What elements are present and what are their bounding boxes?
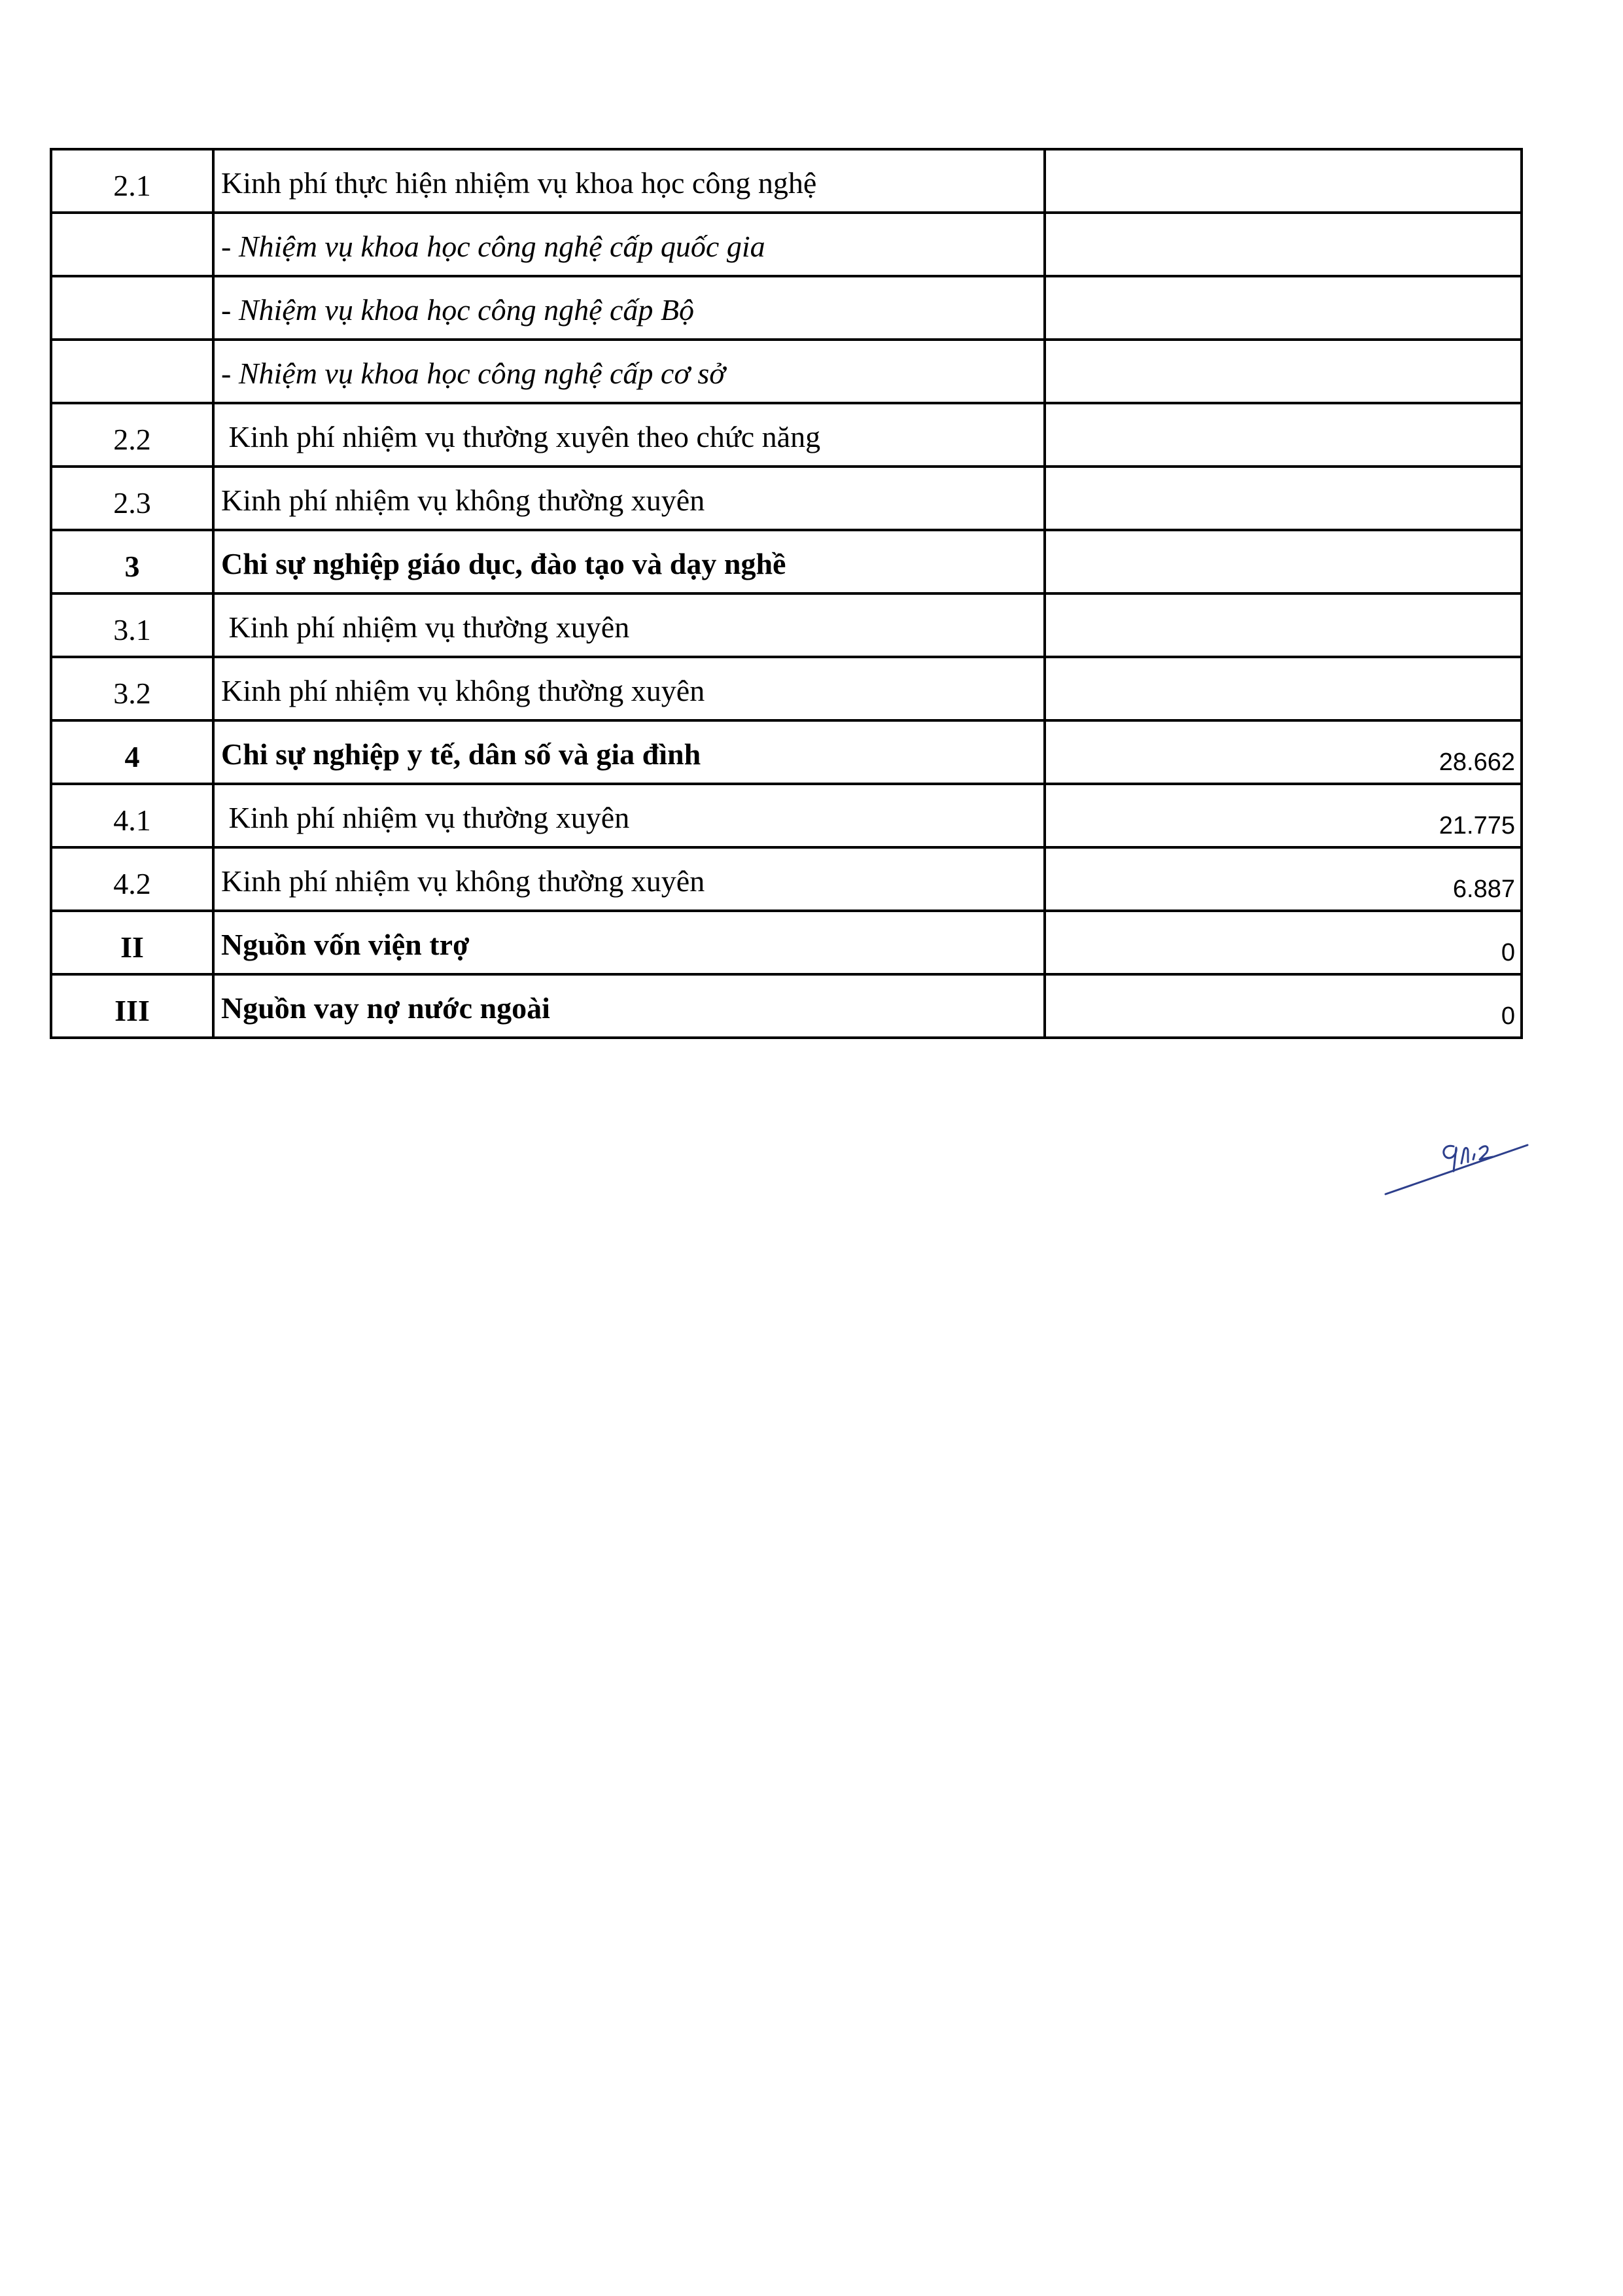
row-label: Kinh phí nhiệm vụ thường xuyên [213, 593, 1045, 657]
row-label: Kinh phí nhiệm vụ không thường xuyên [213, 847, 1045, 911]
row-label: Chi sự nghiệp giáo dục, đào tạo và dạy nghề [213, 530, 1045, 593]
row-value [1045, 213, 1522, 276]
table-row [51, 403, 1522, 467]
row-label: Kinh phí nhiệm vụ thường xuyên [213, 784, 1045, 847]
table-row [51, 530, 1522, 593]
row-label: Nguồn vay nợ nước ngoài [213, 974, 1045, 1038]
row-number [51, 276, 213, 340]
row-number: 4.2 [51, 847, 213, 911]
row-label: - Nhiệm vụ khoa học công nghệ cấp Bộ [213, 276, 1045, 340]
row-value: 28.662 [1045, 720, 1522, 784]
row-number: 4.1 [51, 784, 213, 847]
table-row [51, 149, 1522, 213]
table-row [51, 784, 1522, 847]
table-row [51, 213, 1522, 276]
row-label: Kinh phí nhiệm vụ không thường xuyên [213, 467, 1045, 530]
budget-table [50, 148, 1523, 1039]
row-number: 3.2 [51, 657, 213, 720]
row-number [51, 340, 213, 403]
row-value: 0 [1045, 974, 1522, 1038]
table-row [51, 847, 1522, 911]
table-row [51, 593, 1522, 657]
table-row [51, 467, 1522, 530]
row-label: - Nhiệm vụ khoa học công nghệ cấp quốc gia [213, 213, 1045, 276]
row-number: 2.1 [51, 149, 213, 213]
row-number: 3.1 [51, 593, 213, 657]
row-label: - Nhiệm vụ khoa học công nghệ cấp cơ sở [213, 340, 1045, 403]
row-label: Nguồn vốn viện trợ [213, 911, 1045, 974]
row-value [1045, 657, 1522, 720]
row-value [1045, 340, 1522, 403]
row-value [1045, 403, 1522, 467]
table-row [51, 911, 1522, 974]
row-number: II [51, 911, 213, 974]
row-value: 0 [1045, 911, 1522, 974]
table-row [51, 974, 1522, 1038]
row-label: Kinh phí nhiệm vụ không thường xuyên [213, 657, 1045, 720]
row-label: Kinh phí nhiệm vụ thường xuyên theo chức năng [213, 403, 1045, 467]
row-number [51, 213, 213, 276]
table-row [51, 720, 1522, 784]
row-value [1045, 467, 1522, 530]
row-value [1045, 530, 1522, 593]
row-number: 2.2 [51, 403, 213, 467]
row-number: 4 [51, 720, 213, 784]
row-value: 6.887 [1045, 847, 1522, 911]
row-value [1045, 593, 1522, 657]
signature-icon [1380, 1132, 1531, 1204]
table-row [51, 657, 1522, 720]
table-row [51, 276, 1522, 340]
row-label: Chi sự nghiệp y tế, dân số và gia đình [213, 720, 1045, 784]
row-number: 3 [51, 530, 213, 593]
row-value [1045, 276, 1522, 340]
budget-table-body [51, 149, 1522, 1038]
row-number: 2.3 [51, 467, 213, 530]
row-label: Kinh phí thực hiện nhiệm vụ khoa học công nghệ [213, 149, 1045, 213]
row-number: III [51, 974, 213, 1038]
table-row [51, 340, 1522, 403]
row-value: 21.775 [1045, 784, 1522, 847]
row-value [1045, 149, 1522, 213]
